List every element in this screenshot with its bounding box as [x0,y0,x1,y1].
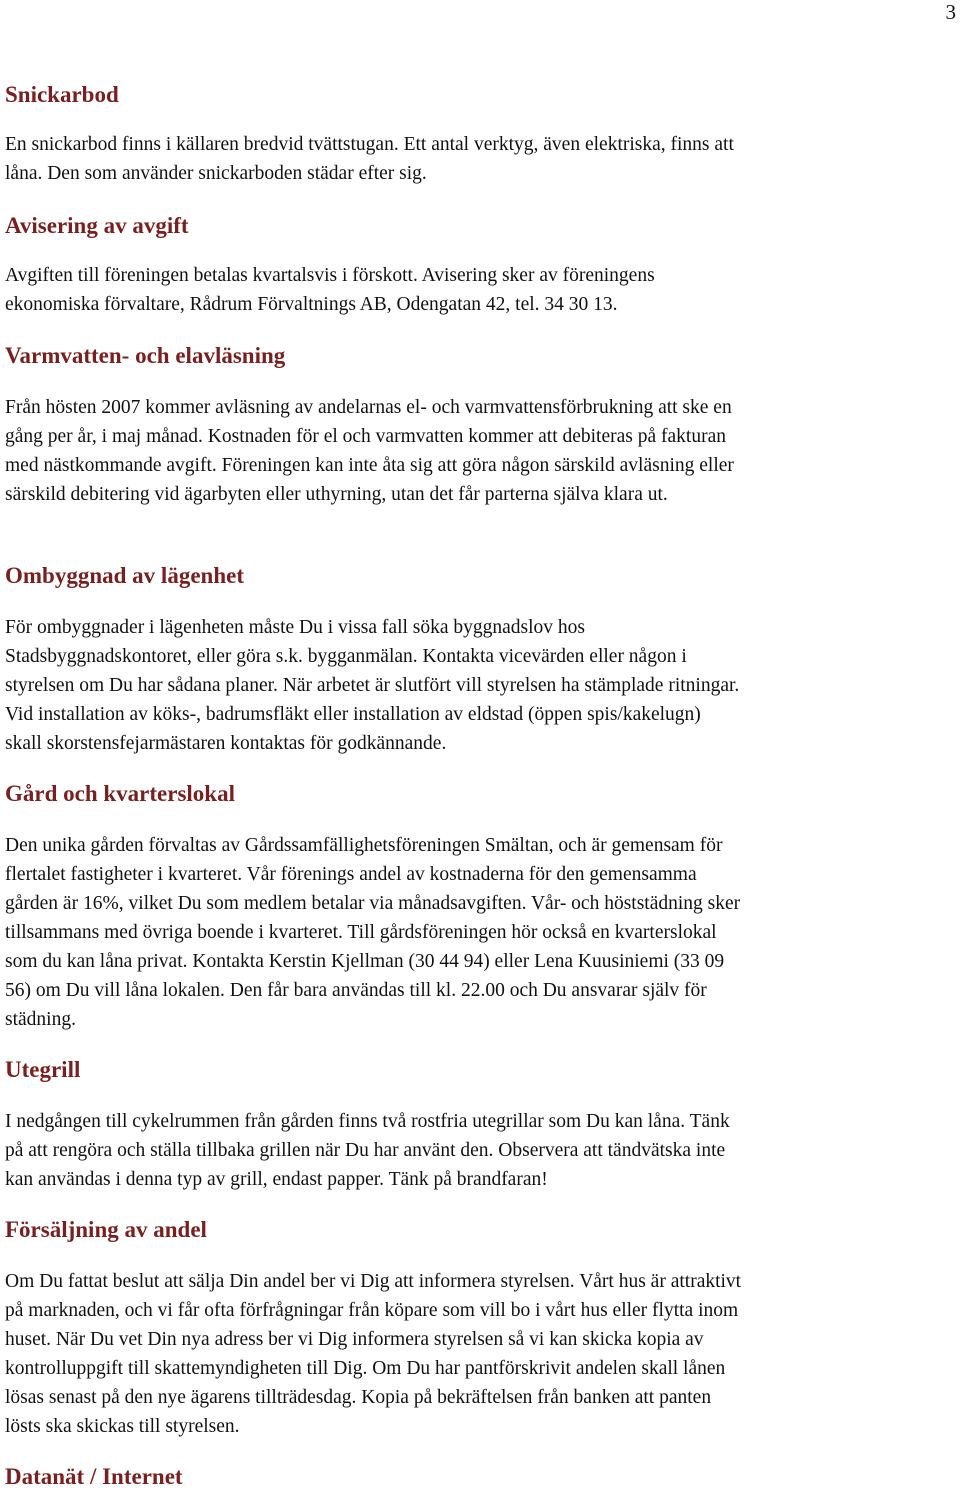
text-line: kan användas i denna typ av grill, endast papper. Tänk på brandfaran! [5,1169,548,1190]
text-line: som du kan låna privat. Kontakta Kerstin Kjellman (30 44 94) eller Lena Kuusiniemi (33 09 [5,951,725,972]
text-line: låna. Den som använder snickarboden städar efter sig. [5,163,427,184]
section-paragraph [5,1267,960,1441]
section-heading: Datanät / Internet [5,1464,183,1489]
section-paragraph [5,613,960,758]
section-forsaljning [5,1215,960,1441]
text-line: I nedgången till cykelrummen från gården finns två rostfria utegrillar som Du kan låna. Tänk [5,1111,730,1132]
text-line: gården är 16%, vilket Du som medlem betalar via månadsavgiften. Vår- och höststädning sker [5,893,741,914]
text-line: Den unika gården förvaltas av Gårdssamfällighetsföreningen Smältan, och är gemensam för [5,835,723,856]
section-heading: Avisering av avgift [5,213,189,238]
text-line: Stadsbyggnadskontoret, eller göra s.k. bygganmälan. Kontakta vicevärden eller någon i [5,646,687,667]
text-line: Vid installation av köks-, badrumsfläkt eller installation av eldstad (öppen spis/kakelugn) [5,704,701,725]
text-line: tillsammans med övriga boende i kvarteret. Till gårdsföreningen hör också en kvarterslokal [5,922,717,943]
section-heading: Ombyggnad av lägenhet [5,563,244,588]
section-utegrill [5,1055,960,1194]
text-line: lösas senast på den nye ägarens tillträdesdag. Kopia på bekräftelsen från banken att panten [5,1387,712,1408]
section-heading: Utegrill [5,1057,81,1082]
text-line: Från hösten 2007 kommer avläsning av andelarnas el- och varmvattensförbrukning att ske en [5,397,732,418]
section-heading: Försäljning av andel [5,1217,207,1242]
text-line: på marknaden, och vi får ofta förfrågningar från köpare som vill bo i vårt hus eller flytta inom [5,1300,739,1321]
section-paragraph [5,261,960,319]
text-line: 56) om Du vill låna lokalen. Den får bara användas till kl. 22.00 och Du ansvarar själv för [5,980,707,1001]
text-line: gång per år, i maj månad. Kostnaden för el och varmvatten kommer att debiteras på fakturan [5,426,726,447]
section-paragraph [5,393,960,509]
section-paragraph [5,130,960,188]
section-heading: Gård och kvarterslokal [5,781,235,806]
section-heading: Varmvatten- och elavläsning [5,343,286,368]
section-paragraph [5,1107,960,1194]
text-line: flertalet fastigheter i kvarteret. Vår förenings andel av kostnaderna för den gemensamma [5,864,697,885]
text-line: styrelsen om Du har sådana planer. När arbetet är slutfört vill styrelsen ha stämplade ritningar. [5,675,740,696]
text-line: Om Du fattat beslut att sälja Din andel ber vi Dig att informera styrelsen. Vårt hus är attraktivt [5,1271,742,1292]
page-number: 3 [945,0,956,24]
section-gard [5,779,960,1034]
text-line: lösts ska skickas till styrelsen. [5,1416,240,1437]
text-line: En snickarbod finns i källaren bredvid tvättstugan. Ett antal verktyg, även elektriska, finns att [5,134,734,155]
text-line: kontrolluppgift till skattemyndigheten till Dig. Om Du har pantförskrivit andelen skall lånen [5,1358,726,1379]
section-heading: Snickarbod [5,82,119,107]
text-line: städning. [5,1009,76,1030]
text-line: huset. När Du vet Din nya adress ber vi Dig informera styrelsen så vi kan skicka kopia av [5,1329,704,1350]
text-line: särskild debitering vid ägarbyten eller uthyrning, utan det får parterna själva klara ut. [5,484,668,505]
section-ombyggnad [5,561,960,758]
text-line: skall skorstensfejarmästaren kontaktas för godkännande. [5,733,447,754]
text-line: Avgiften till föreningen betalas kvartalsvis i förskott. Avisering sker av föreningens [5,265,655,286]
text-line: på att rengöra och ställa tillbaka grillen när Du har använt den. Observera att tändvätska inte [5,1140,726,1161]
section-snickarbod [5,80,960,188]
text-line: med nästkommande avgift. Föreningen kan inte åta sig att göra någon särskild avläsning eller [5,455,734,476]
section-varmvatten [5,341,960,509]
section-datanat [5,1462,960,1492]
section-paragraph [5,831,960,1034]
text-line: ekonomiska förvaltare, Rådrum Förvaltnings AB, Odengatan 42, tel. 34 30 13. [5,294,618,315]
section-avisering [5,211,960,319]
text-line: För ombyggnader i lägenheten måste Du i vissa fall söka byggnadslov hos [5,617,586,638]
